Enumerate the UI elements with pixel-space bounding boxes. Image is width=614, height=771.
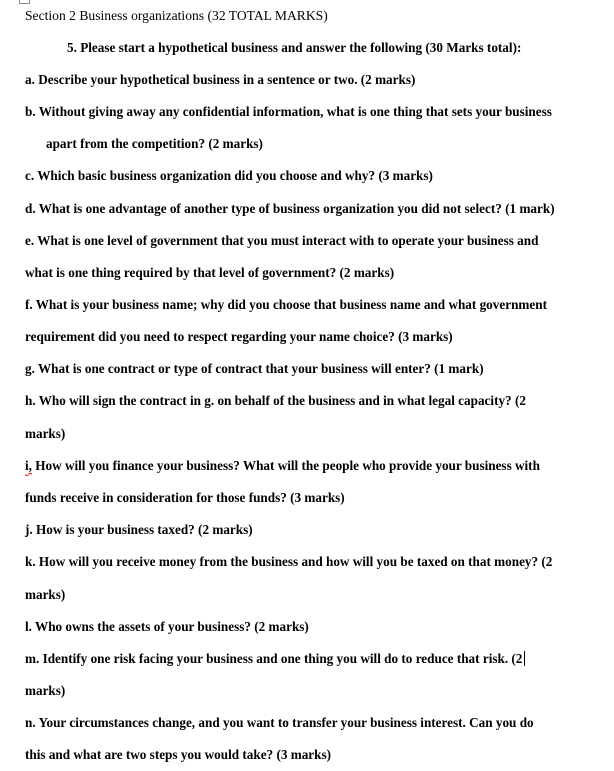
item-k-line-2: marks) (25, 587, 66, 602)
item-m-line-1 (25, 651, 525, 667)
text-boundary-mark (19, 0, 30, 4)
item-m-line-2: marks) (25, 683, 66, 698)
text-cursor (524, 651, 525, 666)
item-h-line-1: h. Who will sign the contract in g. on behalf of the business and in what legal capacity? (2 (25, 393, 526, 408)
item-m-line-1-text: m. Identify one risk facing your business and one thing you will do to reduce that risk. (2 (25, 651, 523, 666)
item-a: a. Describe your hypothetical business in a sentence or two. (2 marks) (25, 72, 416, 87)
item-l: l. Who owns the assets of your business? (2 marks) (25, 619, 309, 634)
item-f-line-2: requirement did you need to respect regarding your name choice? (3 marks) (25, 329, 453, 344)
question-5: 5. Please start a hypothetical business and answer the following (30 Marks total): (67, 40, 522, 55)
item-b-line-2: apart from the competition? (2 marks) (46, 136, 263, 151)
item-b-line-1: b. Without giving away any confidential information, what is one thing that sets your business (25, 104, 552, 119)
item-i-line-1-text: How will you finance your business? What will the people who provide your business with (31, 458, 540, 473)
spellcheck-flagged-text[interactable]: i, (25, 458, 32, 473)
item-j: j. How is your business taxed? (2 marks) (25, 522, 253, 537)
item-d: d. What is one advantage of another type of business organization you did not select? (1 mark) (25, 201, 555, 216)
item-n-line-2: this and what are two steps you would take? (3 marks) (25, 747, 332, 762)
item-g: g. What is one contract or type of contract that your business will enter? (1 mark) (25, 361, 484, 376)
item-h-line-2: marks) (25, 426, 66, 441)
item-e-line-1: e. What is one level of government that you must interact with to operate your business and (25, 233, 539, 248)
item-c: c. Which basic business organization did you choose and why? (3 marks) (25, 168, 433, 183)
item-k-line-1: k. How will you receive money from the business and how will you be taxed on that money? (2 (25, 554, 553, 569)
item-e-line-2: what is one thing required by that level of government? (2 marks) (25, 265, 395, 280)
item-i-line-2: funds receive in consideration for those funds? (3 marks) (25, 490, 345, 505)
item-n-line-1: n. Your circumstances change, and you want to transfer your business interest. Can you do (25, 715, 534, 730)
section-heading: Section 2 Business organizations (32 TOTAL MARKS) (25, 8, 328, 23)
item-f-line-1: f. What is your business name; why did you choose that business name and what government (25, 297, 547, 312)
item-i-line-1 (25, 458, 540, 474)
